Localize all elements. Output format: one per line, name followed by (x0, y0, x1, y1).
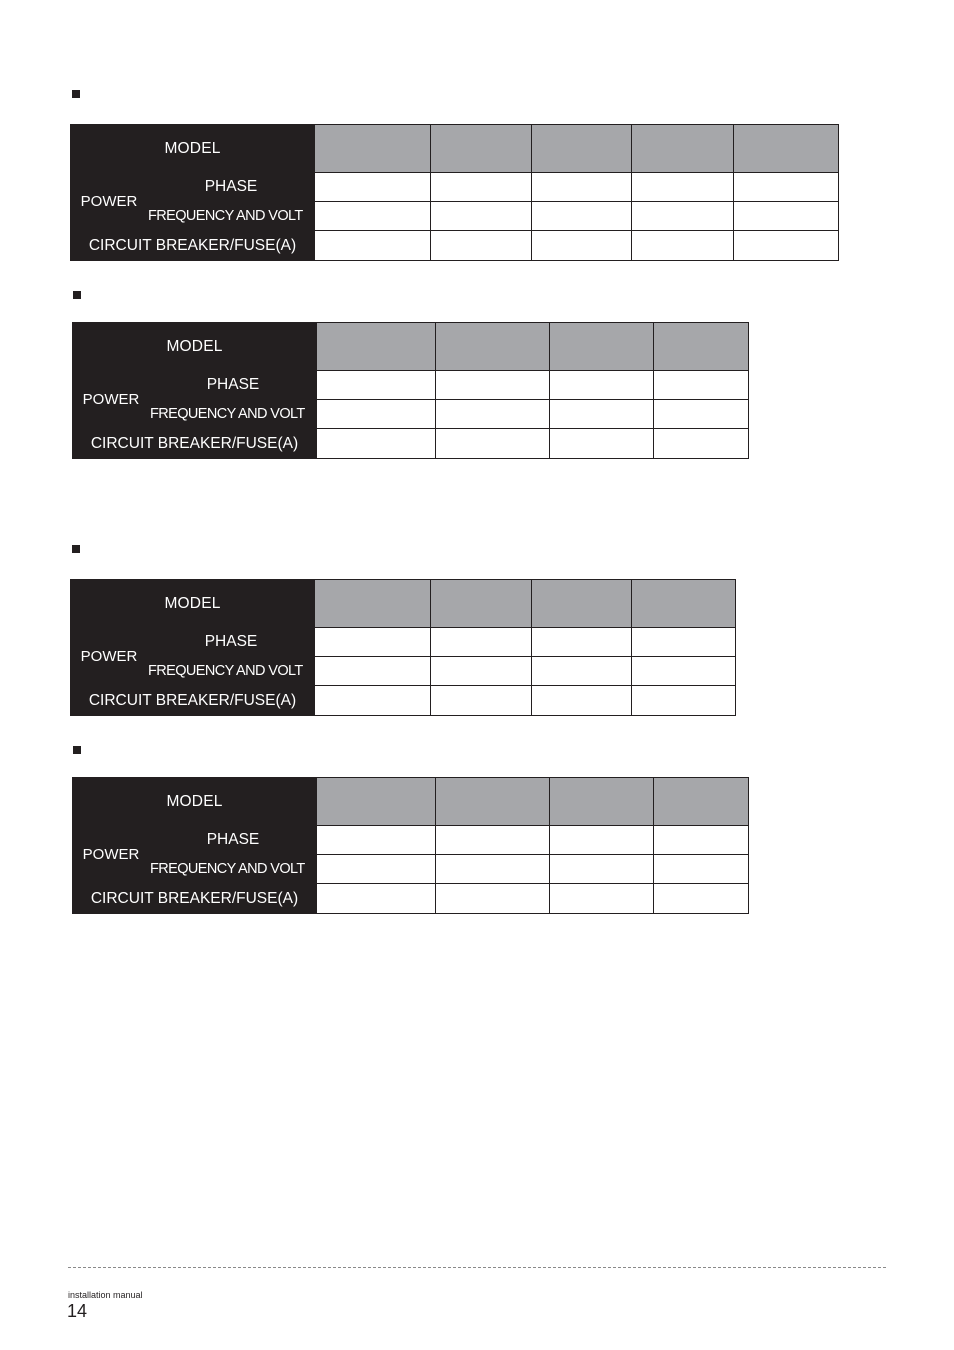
circuit-breaker-cell (632, 686, 736, 716)
phase-label: PHASE (148, 628, 315, 657)
frequency-volt-cell (654, 855, 749, 884)
spec-table-4 (72, 777, 749, 914)
phase-cell (315, 173, 431, 202)
model-cell (436, 778, 550, 826)
model-cell (317, 323, 436, 371)
footer-divider (68, 1267, 886, 1268)
section-bullet-4 (73, 746, 81, 754)
model-cell (632, 125, 734, 173)
phase-cell (317, 826, 436, 855)
phase-label: PHASE (148, 173, 315, 202)
frequency-volt-cell (436, 400, 550, 429)
circuit-breaker-cell (436, 884, 550, 914)
phase-label: PHASE (150, 826, 317, 855)
phase-cell (315, 628, 431, 657)
phase-cell (734, 173, 839, 202)
model-cell (632, 580, 736, 628)
phase-cell (550, 371, 654, 400)
frequency-volt-cell (436, 855, 550, 884)
phase-cell (436, 371, 550, 400)
model-cell (315, 125, 431, 173)
model-header: MODEL (71, 125, 315, 173)
circuit-breaker-cell (317, 429, 436, 459)
footer-manual-label: installation manual (68, 1290, 143, 1300)
frequency-volt-cell (431, 202, 532, 231)
model-cell (431, 580, 532, 628)
circuit-breaker-cell (431, 686, 532, 716)
circuit-breaker-cell (436, 429, 550, 459)
frequency-volt-cell (734, 202, 839, 231)
frequency-volt-label: FREQUENCY AND VOLT (148, 202, 315, 231)
circuit-breaker-cell (632, 231, 734, 261)
frequency-volt-label: FREQUENCY AND VOLT (150, 400, 317, 429)
phase-cell (654, 371, 749, 400)
circuit-breaker-label: CIRCUIT BREAKER/FUSE(A) (71, 686, 315, 716)
model-cell (436, 323, 550, 371)
frequency-volt-label: FREQUENCY AND VOLT (148, 657, 315, 686)
phase-cell (632, 173, 734, 202)
phase-cell (550, 826, 654, 855)
spec-table-3 (70, 579, 736, 716)
circuit-breaker-cell (317, 884, 436, 914)
model-cell (431, 125, 532, 173)
frequency-volt-cell (431, 657, 532, 686)
phase-cell (431, 628, 532, 657)
frequency-volt-cell (632, 657, 736, 686)
section-bullet-3 (72, 545, 80, 553)
model-header: MODEL (71, 580, 315, 628)
section-bullet-2 (73, 291, 81, 299)
phase-cell (431, 173, 532, 202)
power-label: POWER (73, 826, 150, 884)
frequency-volt-cell (632, 202, 734, 231)
circuit-breaker-label: CIRCUIT BREAKER/FUSE(A) (71, 231, 315, 261)
frequency-volt-cell (315, 657, 431, 686)
phase-cell (317, 371, 436, 400)
frequency-volt-cell (317, 855, 436, 884)
phase-cell (654, 826, 749, 855)
frequency-volt-label: FREQUENCY AND VOLT (150, 855, 317, 884)
circuit-breaker-cell (315, 231, 431, 261)
frequency-volt-cell (532, 657, 632, 686)
model-cell (532, 125, 632, 173)
frequency-volt-cell (315, 202, 431, 231)
power-label: POWER (73, 371, 150, 429)
page-number: 14 (67, 1301, 88, 1321)
model-cell (654, 323, 749, 371)
circuit-breaker-cell (654, 884, 749, 914)
phase-cell (532, 628, 632, 657)
circuit-breaker-cell (532, 686, 632, 716)
power-label: POWER (71, 628, 148, 686)
circuit-breaker-cell (431, 231, 532, 261)
model-header: MODEL (73, 323, 317, 371)
circuit-breaker-label: CIRCUIT BREAKER/FUSE(A) (73, 884, 317, 914)
frequency-volt-cell (654, 400, 749, 429)
model-cell (734, 125, 839, 173)
circuit-breaker-cell (532, 231, 632, 261)
model-cell (532, 580, 632, 628)
model-cell (317, 778, 436, 826)
model-header: MODEL (73, 778, 317, 826)
circuit-breaker-cell (315, 686, 431, 716)
power-label: POWER (71, 173, 148, 231)
frequency-volt-cell (550, 855, 654, 884)
frequency-volt-cell (550, 400, 654, 429)
section-bullet-1 (72, 90, 80, 98)
phase-cell (632, 628, 736, 657)
phase-label: PHASE (150, 371, 317, 400)
phase-cell (532, 173, 632, 202)
model-cell (550, 323, 654, 371)
spec-table-2 (72, 322, 749, 459)
frequency-volt-cell (317, 400, 436, 429)
circuit-breaker-label: CIRCUIT BREAKER/FUSE(A) (73, 429, 317, 459)
spec-table-1 (70, 124, 839, 261)
model-cell (315, 580, 431, 628)
circuit-breaker-cell (654, 429, 749, 459)
circuit-breaker-cell (734, 231, 839, 261)
circuit-breaker-cell (550, 884, 654, 914)
phase-cell (436, 826, 550, 855)
model-cell (550, 778, 654, 826)
frequency-volt-cell (532, 202, 632, 231)
circuit-breaker-cell (550, 429, 654, 459)
model-cell (654, 778, 749, 826)
